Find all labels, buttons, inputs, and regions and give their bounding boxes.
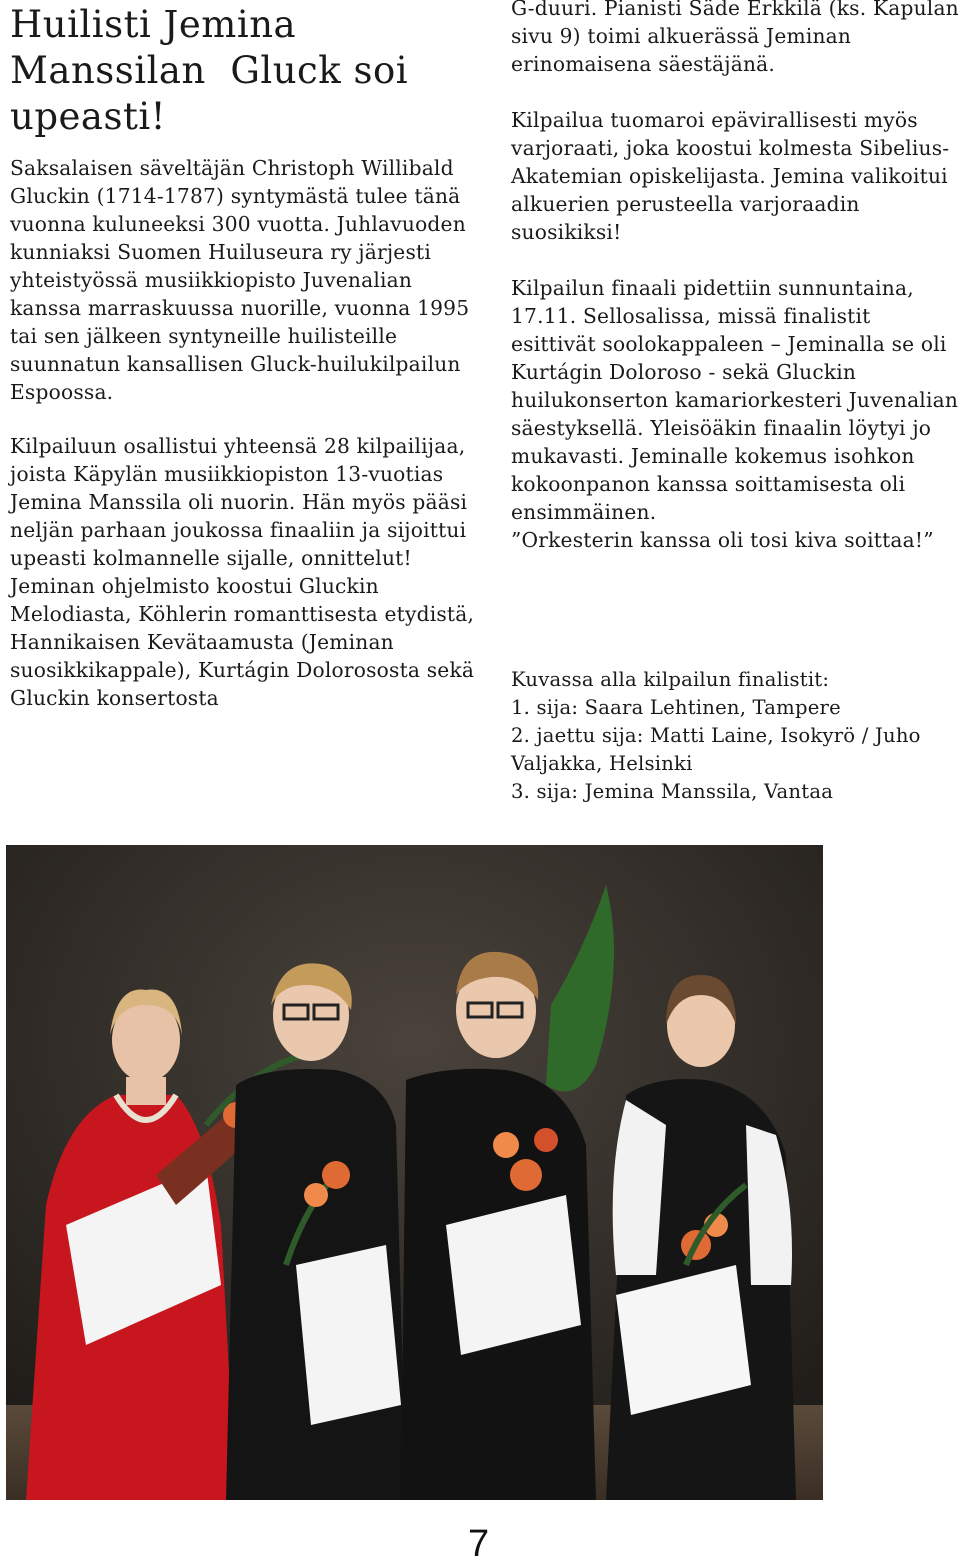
finalists-photo-illustration bbox=[6, 845, 823, 1500]
body-paragraph-6: Kilpailun finaali pidettiin sunnuntaina, 17.11. Sellosalissa, missä finalistit esittivät soolokappaleen – Jeminalla se oli Kurtágin Doloroso - sekä Gluckin huilukonserton kamariorkesteri Juvenalian säestyksellä. Yleisöäkin finaalin löytyi jo mukavasti. Jeminalle kokemus isohkon kokoonpanon kanssa soittamisesta oli ensimmäinen. bbox=[511, 276, 959, 524]
article-headline bbox=[10, 2, 480, 140]
page-number: 7 bbox=[468, 1523, 490, 1565]
pull-quote: ”Orkesterin kanssa oli tosi kiva soittaa!” bbox=[511, 528, 934, 552]
left-column bbox=[10, 0, 480, 712]
headline-line-2: Manssilan Gluck soi bbox=[10, 49, 409, 92]
body-paragraph-4: G-duuri. Pianisti Säde Erkkilä (ks. Kapulan sivu 9) toimi alkuerässä Jeminan erinomaisena säestäjänä. bbox=[511, 0, 959, 76]
headline-line-1: Huilisti Jemina bbox=[10, 3, 297, 46]
lead-paragraph: Saksalaisen säveltäjän Christoph Willibald Gluckin (1714-1787) syntymästä tulee tänä vuonna kuluneeksi 300 vuotta. Juhlavuoden kunniaksi Suomen Huiluseura ry järjesti yhteistyössä musiikkiopisto Juvenalian kanssa marraskuussa nuorille, vuonna 1995 tai sen jälkeen syntyneille huilisteille suunnatun kansallisen Gluck-huilukilpailun Espoossa. bbox=[10, 156, 470, 404]
caption-first-place: 1. sija: Saara Lehtinen, Tampere bbox=[511, 696, 841, 719]
photo-caption bbox=[511, 666, 960, 806]
caption-intro: Kuvassa alla kilpailun finalistit: bbox=[511, 668, 830, 691]
finalists-photo bbox=[6, 845, 823, 1500]
caption-third-place: 3. sija: Jemina Manssila, Vantaa bbox=[511, 780, 834, 803]
headline-line-3: upeasti! bbox=[10, 95, 167, 138]
body-paragraph-5: Kilpailua tuomaroi epävirallisesti myös varjoraati, joka koostui kolmesta Sibelius-Akatemian opiskelijasta. Jemina valikoitui alkuerien perusteella varjoraadin suosikiksi! bbox=[511, 108, 950, 244]
caption-second-place: 2. jaettu sija: Matti Laine, Isokyrö / Juho Valjakka, Helsinki bbox=[511, 724, 921, 775]
body-paragraph-2: Kilpailuun osallistui yhteensä 28 kilpailijaa, joista Käpylän musiikkiopiston 13-vuotias Jemina Manssila oli nuorin. Hän myös pääsi neljän parhaan joukossa finaaliin ja sijoittui upeasti kolmannelle sijalle, onnittelut! bbox=[10, 434, 468, 570]
right-column bbox=[511, 0, 960, 806]
body-paragraph-3: Jeminan ohjelmisto koostui Gluckin Melodiasta, Köhlerin romanttisesta etydistä, Hannikaisen Kevätaamusta (Jeminan suosikkikappale), Kurtágin Dolorososta sekä Gluckin konsertosta bbox=[10, 574, 475, 710]
